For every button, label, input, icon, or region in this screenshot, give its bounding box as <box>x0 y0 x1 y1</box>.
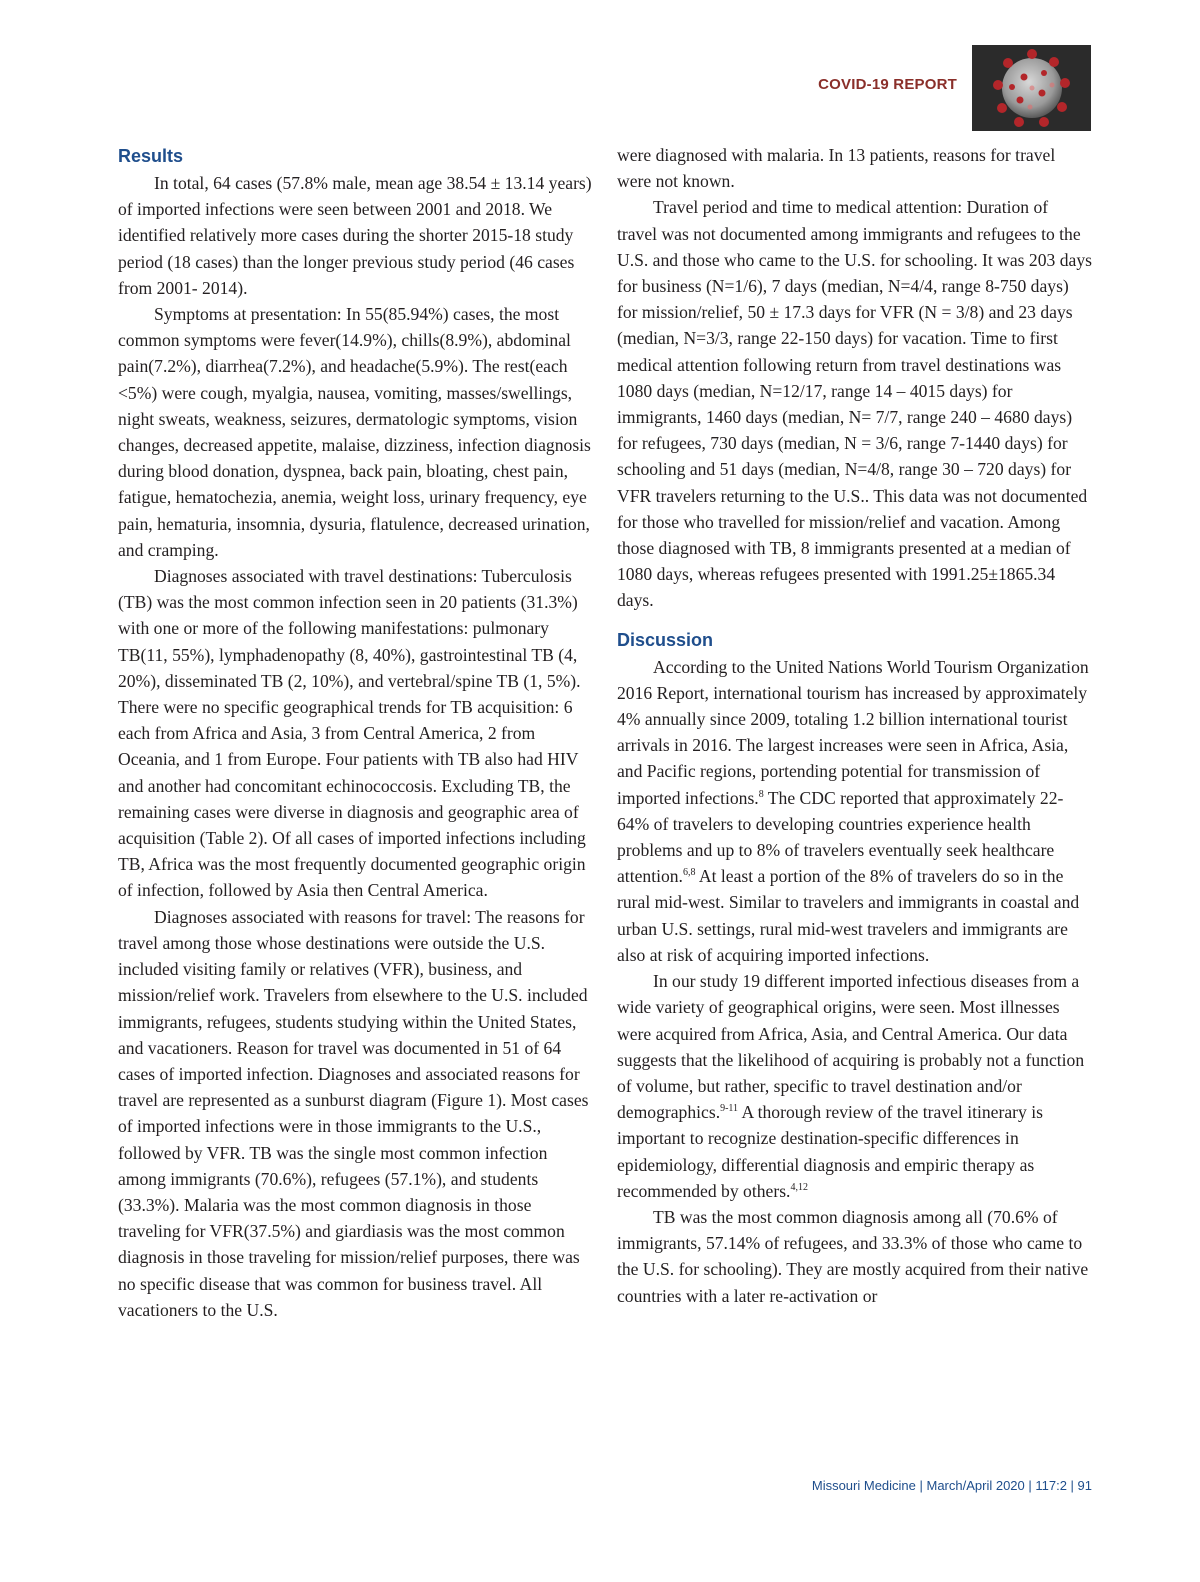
results-paragraph-1: In total, 64 cases (57.8% male, mean age 38.54 ± 13.14 years) of imported infections were seen between 2001 and 2018. We identified relatively more cases during the shorter 2015-18 study period (18 cases) than the longer previous study period (46 cases from 2001- 2014). <box>118 173 592 298</box>
citation-ref: 4,12 <box>790 1181 808 1193</box>
citation-ref: 9-11 <box>720 1103 739 1115</box>
right-column <box>617 142 1092 1309</box>
results-paragraph-reasons-continued: were diagnosed with malaria. In 13 patients, reasons for travel were not known. <box>617 145 1056 192</box>
discussion-paragraph-3: TB was the most common diagnosis among all (70.6% of immigrants, 57.14% of refugees, and 33.3% of those who came to the U.S. for schooling). They are mostly acquired from their native countries with a later re-activation or <box>617 1206 1089 1306</box>
coronavirus-image <box>972 45 1091 131</box>
discussion-p2-text-a: In our study 19 different imported infectious diseases from a wide variety of geographical origins, were seen. Most illnesses were acquired from Africa, Asia, and Central America. Our data suggests that the likelihood of acquiring is probably not a function of volume, but rather, specific to travel destination and/or demographics. <box>617 971 1085 1123</box>
results-paragraph-travel-period: Travel period and time to medical attention: Duration of travel was not documented among immigrants and refugees to the U.S. and those who came to the U.S. for schooling. It was 203 days for business (N=1/6), 7 days (median, N=4/4, range 8-750 days) for mission/relief, 50 ± 17.3 days for VFR (N = 3/8) and 23 days (median, N=3/3, range 22-150 days) for vacation. Time to first medical attention following return from travel destinations was 1080 days (median, N=12/17, range 14 – 4015 days) for immigrants, 1460 days (median, N= 7/7, range 240 – 4680 days) for refugees, 730 days (median, N = 3/6, range 7-1440 days) for schooling and 51 days (median, N=4/8, range 30 – 720 days) for VFR travelers returning to the U.S.. This data was not documented for those who travelled for mission/relief and vacation. Among those diagnosed with TB, 8 immigrants presented at a median of 1080 days, whereas refugees presented with 1991.25±1865.34 days. <box>617 197 1092 611</box>
discussion-p1-text-b: The CDC reported that approximately 22-64% of travelers to developing countries experience health problems and up to 8% of travelers eventually seek healthcare attention. <box>617 787 1064 887</box>
report-header-label: COVID-19 REPORT <box>818 76 957 93</box>
results-paragraph-reasons: Diagnoses associated with reasons for travel: The reasons for travel among those whose destinations were outside the U.S. included visiting family or relatives (VFR), business, and mission/relief work. Travelers from elsewhere to the U.S. included immigrants, refugees, students studying within the United States, and vacationers. Reason for travel was documented in 51 of 64 cases of imported infection. Diagnoses and associated reasons for travel are represented as a sunburst diagram (Figure 1). Most cases of imported infections were in those immigrants to the U.S., followed by VFR. TB was the single most common infection among immigrants (70.6%), refugees (57.1%), and students (33.3%). Malaria was the most common diagnosis in those traveling for VFR(37.5%) and giardiasis was the most common diagnosis in those traveling for mission/relief purposes, there was no specific disease that was common for business travel. All vacationers to the U.S. <box>118 906 589 1320</box>
results-heading: Results <box>118 146 184 166</box>
left-column <box>118 142 596 1323</box>
page-footer: Missouri Medicine | March/April 2020 | 117:2 | 91 <box>811 1478 1092 1493</box>
discussion-p1-text-c: At least a portion of the 8% of travelers do so in the rural mid-west. Similar to travelers and immigrants in coastal and urban U.S. settings, rural mid-west travelers and immigrants are also at risk of acquiring imported infections. <box>617 866 1080 965</box>
results-paragraph-destinations: Diagnoses associated with travel destinations: Tuberculosis (TB) was the most common infection seen in 20 patients (31.3%) with one or more of the following manifestations: pulmonary TB(11, 55%), lymphadenopathy (8, 40%), gastrointestinal TB (4, 20%), disseminated TB (2, 10%), and vertebral/spine TB (1, 5%). There were no specific geographical trends for TB acquisition: 6 each from Africa and Asia, 3 from Central America, 2 from Oceania, and 1 from Europe. Four patients with TB also had HIV and another had concomitant echinococcosis. Excluding TB, the remaining cases were diverse in diagnosis and geographic area of acquisition (Table 2). Of all cases of imported infections including TB, Africa was the most frequently documented geographic origin of infection, followed by Asia then Central America. <box>118 566 586 901</box>
citation-ref: 8 <box>758 788 764 800</box>
discussion-paragraph-2 <box>617 968 1092 1204</box>
results-paragraph-symptoms: Symptoms at presentation: In 55(85.94%) cases, the most common symptoms were fever(14.9%), chills(8.9%), abdominal pain(7.2%), diarrhea(7.2%), and headache(5.9%). The rest(each <5%) were cough, myalgia, nausea, vomiting, masses/swellings, night sweats, weakness, seizures, dermatologic symptoms, vision changes, decreased appetite, malaise, dizziness, infection diagnosis during blood donation, dyspnea, back pain, bloating, chest pain, fatigue, hematochezia, anemia, weight loss, urinary frequency, eye pain, hematuria, insomnia, dysuria, flatulence, decreased urination, and cramping. <box>118 304 591 560</box>
discussion-paragraph-1 <box>617 654 1092 968</box>
discussion-p2-text-b: A thorough review of the travel itinerary is important to recognize destination-specific differences in epidemiology, differential diagnosis and empiric therapy as recommended by others. <box>617 1102 1043 1201</box>
discussion-p1-text-a: According to the United Nations World Tourism Organization 2016 Report, international tourism has increased by approximately 4% annually since 2009, totaling 1.2 billion international tourist arrivals in 2016. The largest increases were seen in Africa, Asia, and Pacific regions, portending potential for transmission of imported infections. <box>617 656 1089 808</box>
citation-ref: 6,8 <box>682 867 696 879</box>
discussion-heading: Discussion <box>617 629 714 650</box>
